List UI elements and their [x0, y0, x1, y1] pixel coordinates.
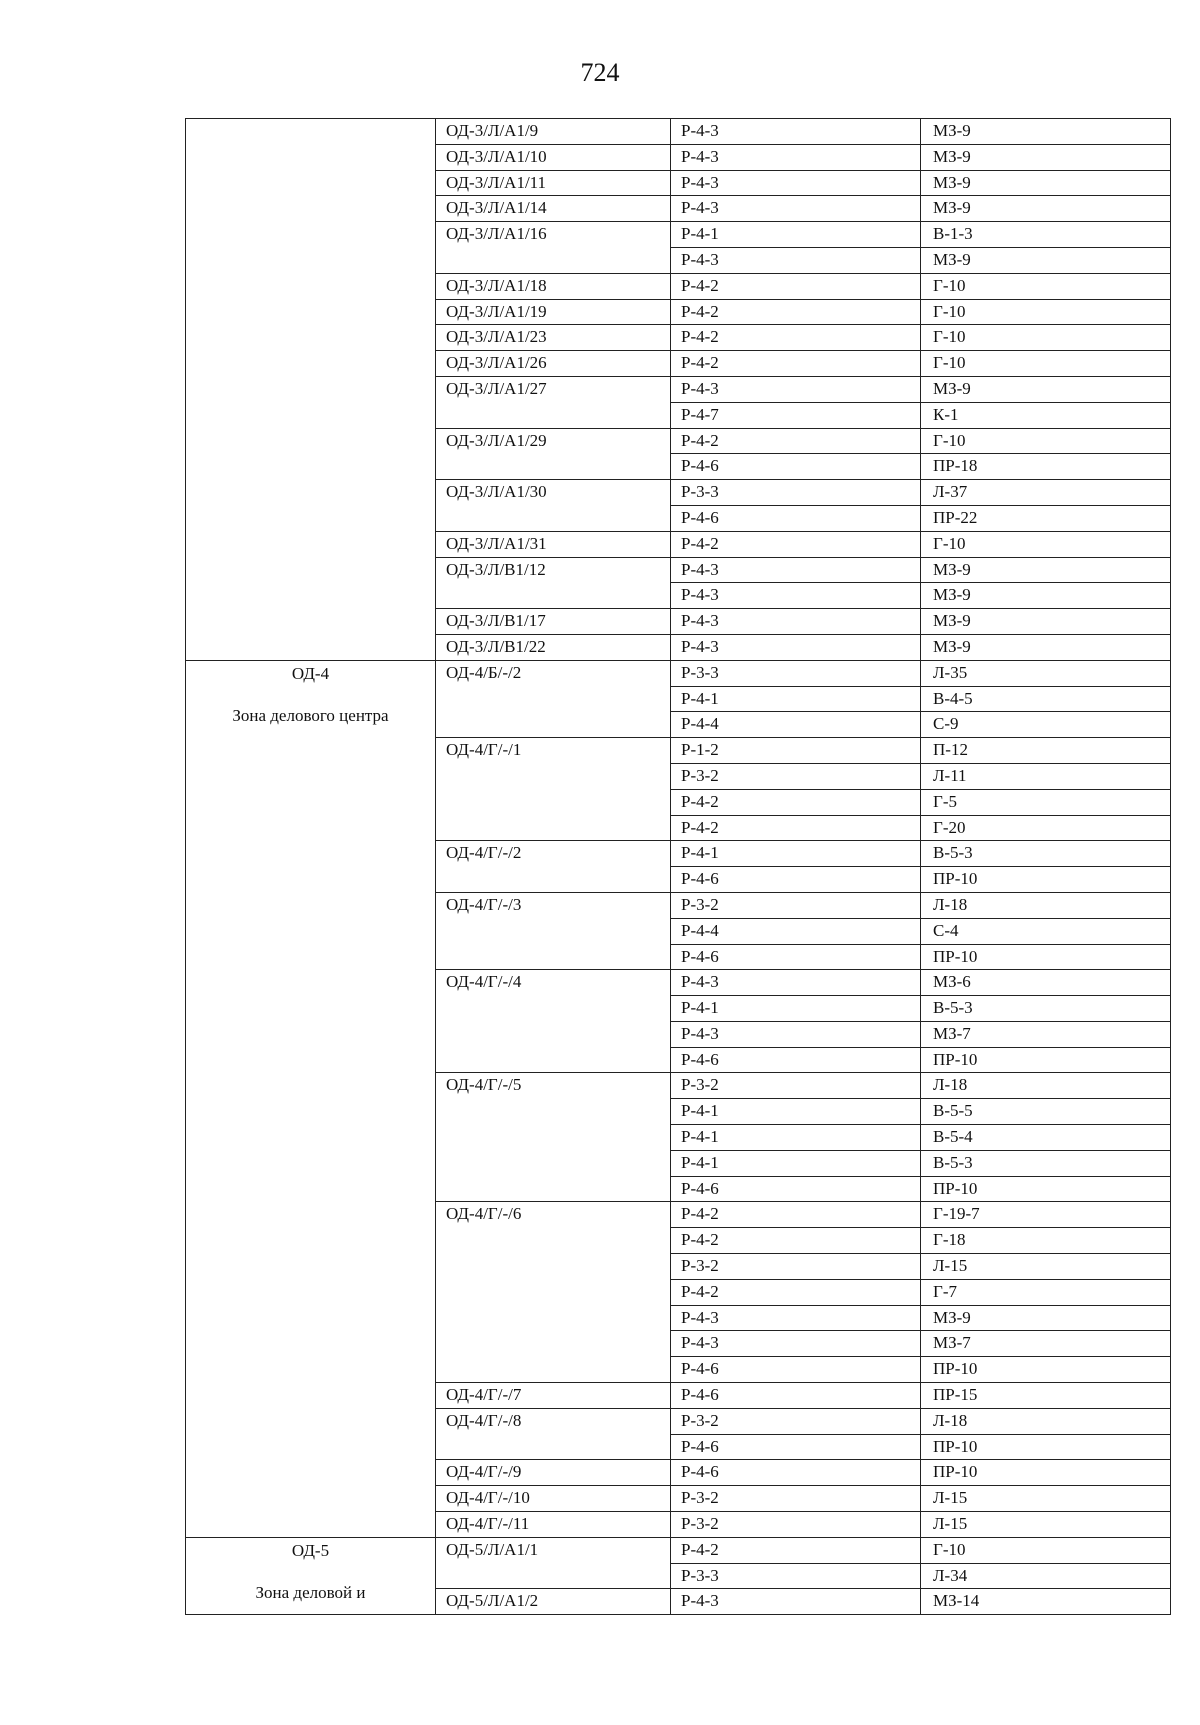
zone-cell	[186, 119, 436, 661]
regulation-code-cell: Р-3-2	[671, 1512, 921, 1538]
object-code-cell: МЗ-9	[921, 634, 1171, 660]
regulation-code-cell: Р-4-2	[671, 351, 921, 377]
plot-id-cell: ОД-4/Г/-/8	[436, 1408, 671, 1460]
object-code-cell: МЗ-14	[921, 1589, 1171, 1615]
object-code-cell: ПР-15	[921, 1383, 1171, 1409]
plot-id-cell: ОД-3/Л/А1/9	[436, 119, 671, 145]
regulation-code-cell: Р-4-6	[671, 1176, 921, 1202]
regulation-code-cell: Р-4-2	[671, 1202, 921, 1228]
object-code-cell: МЗ-9	[921, 144, 1171, 170]
regulation-code-cell: Р-4-6	[671, 1047, 921, 1073]
regulation-code-cell: Р-4-2	[671, 273, 921, 299]
zone-code: ОД-5	[291, 1540, 330, 1560]
object-code-cell: МЗ-7	[921, 1331, 1171, 1357]
plot-id-cell: ОД-3/Л/А1/16	[436, 222, 671, 274]
regulation-code-cell: Р-4-2	[671, 428, 921, 454]
regulation-code-cell: Р-4-3	[671, 170, 921, 196]
plot-id-cell: ОД-3/Л/А1/10	[436, 144, 671, 170]
regulation-code-cell: Р-4-6	[671, 1383, 921, 1409]
object-code-cell: МЗ-7	[921, 1021, 1171, 1047]
zoning-table-container	[185, 118, 1170, 1615]
plot-id-cell: ОД-4/Б/-/2	[436, 660, 671, 737]
object-code-cell: Л-37	[921, 480, 1171, 506]
zone-name: Зона делового центра	[232, 705, 389, 725]
regulation-code-cell: Р-4-3	[671, 1589, 921, 1615]
object-code-cell: Л-15	[921, 1254, 1171, 1280]
object-code-cell: Г-7	[921, 1279, 1171, 1305]
plot-id-cell: ОД-3/Л/А1/27	[436, 376, 671, 428]
regulation-code-cell: Р-3-3	[671, 480, 921, 506]
table-row	[186, 119, 1171, 145]
regulation-code-cell: Р-3-2	[671, 1408, 921, 1434]
regulation-code-cell: Р-3-2	[671, 1254, 921, 1280]
regulation-code-cell: Р-3-2	[671, 763, 921, 789]
regulation-code-cell: Р-4-3	[671, 970, 921, 996]
plot-id-cell: ОД-3/Л/А1/23	[436, 325, 671, 351]
object-code-cell: МЗ-9	[921, 1305, 1171, 1331]
object-code-cell: Г-5	[921, 789, 1171, 815]
regulation-code-cell: Р-4-6	[671, 944, 921, 970]
regulation-code-cell: Р-4-3	[671, 144, 921, 170]
object-code-cell: ПР-10	[921, 1434, 1171, 1460]
regulation-code-cell: Р-4-6	[671, 1357, 921, 1383]
object-code-cell: Л-18	[921, 892, 1171, 918]
zone-name: Зона деловой и	[255, 1582, 366, 1602]
object-code-cell: Л-35	[921, 660, 1171, 686]
plot-id-cell: ОД-4/Г/-/10	[436, 1486, 671, 1512]
plot-id-cell: ОД-3/Л/В1/17	[436, 609, 671, 635]
plot-id-cell: ОД-3/Л/А1/29	[436, 428, 671, 480]
regulation-code-cell: Р-4-3	[671, 583, 921, 609]
object-code-cell: К-1	[921, 402, 1171, 428]
object-code-cell: Л-15	[921, 1512, 1171, 1538]
regulation-code-cell: Р-4-2	[671, 815, 921, 841]
regulation-code-cell: Р-4-2	[671, 531, 921, 557]
object-code-cell: Л-18	[921, 1073, 1171, 1099]
object-code-cell: ПР-10	[921, 1047, 1171, 1073]
object-code-cell: МЗ-9	[921, 376, 1171, 402]
table-row	[186, 1537, 1171, 1563]
zone-code: ОД-4	[291, 663, 330, 683]
object-code-cell: Г-20	[921, 815, 1171, 841]
object-code-cell: МЗ-9	[921, 609, 1171, 635]
regulation-code-cell: Р-4-2	[671, 1537, 921, 1563]
object-code-cell: Г-19-7	[921, 1202, 1171, 1228]
object-code-cell: Г-10	[921, 273, 1171, 299]
regulation-code-cell: Р-3-2	[671, 1073, 921, 1099]
regulation-code-cell: Р-4-6	[671, 1434, 921, 1460]
regulation-code-cell: Р-1-2	[671, 738, 921, 764]
plot-id-cell: ОД-4/Г/-/3	[436, 892, 671, 969]
regulation-code-cell: Р-4-1	[671, 996, 921, 1022]
plot-id-cell: ОД-4/Г/-/9	[436, 1460, 671, 1486]
object-code-cell: Г-10	[921, 325, 1171, 351]
regulation-code-cell: Р-4-6	[671, 454, 921, 480]
regulation-code-cell: Р-4-6	[671, 1460, 921, 1486]
regulation-code-cell: Р-4-1	[671, 1099, 921, 1125]
object-code-cell: Г-10	[921, 299, 1171, 325]
plot-id-cell: ОД-3/Л/В1/12	[436, 557, 671, 609]
regulation-code-cell: Р-4-3	[671, 376, 921, 402]
table-row	[186, 660, 1171, 686]
object-code-cell: Г-10	[921, 428, 1171, 454]
regulation-code-cell: Р-4-3	[671, 119, 921, 145]
regulation-code-cell: Р-4-3	[671, 1331, 921, 1357]
regulation-code-cell: Р-3-3	[671, 1563, 921, 1589]
page-number: 724	[580, 58, 620, 87]
regulation-code-cell: Р-3-2	[671, 892, 921, 918]
object-code-cell: Г-10	[921, 1537, 1171, 1563]
regulation-code-cell: Р-4-7	[671, 402, 921, 428]
object-code-cell: ПР-10	[921, 867, 1171, 893]
object-code-cell: В-5-3	[921, 841, 1171, 867]
object-code-cell: Г-10	[921, 351, 1171, 377]
zoning-table-body	[186, 119, 1171, 1615]
plot-id-cell: ОД-4/Г/-/7	[436, 1383, 671, 1409]
object-code-cell: В-5-3	[921, 996, 1171, 1022]
regulation-code-cell: Р-4-4	[671, 712, 921, 738]
regulation-code-cell: Р-4-2	[671, 789, 921, 815]
object-code-cell: В-5-5	[921, 1099, 1171, 1125]
regulation-code-cell: Р-4-1	[671, 686, 921, 712]
regulation-code-cell: Р-4-1	[671, 1125, 921, 1151]
plot-id-cell: ОД-4/Г/-/2	[436, 841, 671, 893]
plot-id-cell: ОД-5/Л/А1/2	[436, 1589, 671, 1615]
object-code-cell: ПР-22	[921, 505, 1171, 531]
object-code-cell: МЗ-9	[921, 583, 1171, 609]
plot-id-cell: ОД-3/Л/А1/26	[436, 351, 671, 377]
object-code-cell: В-5-3	[921, 1150, 1171, 1176]
plot-id-cell: ОД-3/Л/А1/31	[436, 531, 671, 557]
regulation-code-cell: Р-4-2	[671, 299, 921, 325]
regulation-code-cell: Р-4-4	[671, 918, 921, 944]
object-code-cell: МЗ-6	[921, 970, 1171, 996]
object-code-cell: Г-18	[921, 1228, 1171, 1254]
regulation-code-cell: Р-4-3	[671, 609, 921, 635]
object-code-cell: МЗ-9	[921, 196, 1171, 222]
regulation-code-cell: Р-4-3	[671, 1305, 921, 1331]
object-code-cell: МЗ-9	[921, 119, 1171, 145]
regulation-code-cell: Р-4-1	[671, 222, 921, 248]
regulation-code-cell: Р-4-1	[671, 1150, 921, 1176]
plot-id-cell: ОД-3/Л/А1/18	[436, 273, 671, 299]
regulation-code-cell: Р-4-3	[671, 1021, 921, 1047]
object-code-cell: В-5-4	[921, 1125, 1171, 1151]
object-code-cell: ПР-18	[921, 454, 1171, 480]
zone-cell	[186, 1537, 436, 1614]
regulation-code-cell: Р-4-2	[671, 325, 921, 351]
plot-id-cell: ОД-3/Л/А1/14	[436, 196, 671, 222]
object-code-cell: В-1-3	[921, 222, 1171, 248]
plot-id-cell: ОД-3/Л/А1/11	[436, 170, 671, 196]
object-code-cell: С-4	[921, 918, 1171, 944]
regulation-code-cell: Р-4-3	[671, 557, 921, 583]
regulation-code-cell: Р-3-2	[671, 1486, 921, 1512]
regulation-code-cell: Р-4-3	[671, 247, 921, 273]
regulation-code-cell: Р-4-1	[671, 841, 921, 867]
object-code-cell: Л-15	[921, 1486, 1171, 1512]
object-code-cell: С-9	[921, 712, 1171, 738]
plot-id-cell: ОД-4/Г/-/11	[436, 1512, 671, 1538]
plot-id-cell: ОД-3/Л/А1/30	[436, 480, 671, 532]
object-code-cell: МЗ-9	[921, 170, 1171, 196]
object-code-cell: Л-34	[921, 1563, 1171, 1589]
regulation-code-cell: Р-4-2	[671, 1228, 921, 1254]
object-code-cell: В-4-5	[921, 686, 1171, 712]
object-code-cell: МЗ-9	[921, 557, 1171, 583]
regulation-code-cell: Р-4-3	[671, 634, 921, 660]
object-code-cell: ПР-10	[921, 1357, 1171, 1383]
object-code-cell: МЗ-9	[921, 247, 1171, 273]
regulation-code-cell: Р-4-2	[671, 1279, 921, 1305]
object-code-cell: Л-11	[921, 763, 1171, 789]
regulation-code-cell: Р-4-6	[671, 505, 921, 531]
object-code-cell: ПР-10	[921, 1176, 1171, 1202]
plot-id-cell: ОД-4/Г/-/4	[436, 970, 671, 1073]
object-code-cell: П-12	[921, 738, 1171, 764]
plot-id-cell: ОД-4/Г/-/6	[436, 1202, 671, 1383]
plot-id-cell: ОД-3/Л/А1/19	[436, 299, 671, 325]
object-code-cell: Л-18	[921, 1408, 1171, 1434]
object-code-cell: ПР-10	[921, 944, 1171, 970]
regulation-code-cell: Р-3-3	[671, 660, 921, 686]
plot-id-cell: ОД-4/Г/-/5	[436, 1073, 671, 1202]
plot-id-cell: ОД-3/Л/В1/22	[436, 634, 671, 660]
zoning-table	[185, 118, 1171, 1615]
regulation-code-cell: Р-4-3	[671, 196, 921, 222]
plot-id-cell: ОД-5/Л/А1/1	[436, 1537, 671, 1589]
plot-id-cell: ОД-4/Г/-/1	[436, 738, 671, 841]
object-code-cell: Г-10	[921, 531, 1171, 557]
object-code-cell: ПР-10	[921, 1460, 1171, 1486]
regulation-code-cell: Р-4-6	[671, 867, 921, 893]
zone-cell	[186, 660, 436, 1537]
